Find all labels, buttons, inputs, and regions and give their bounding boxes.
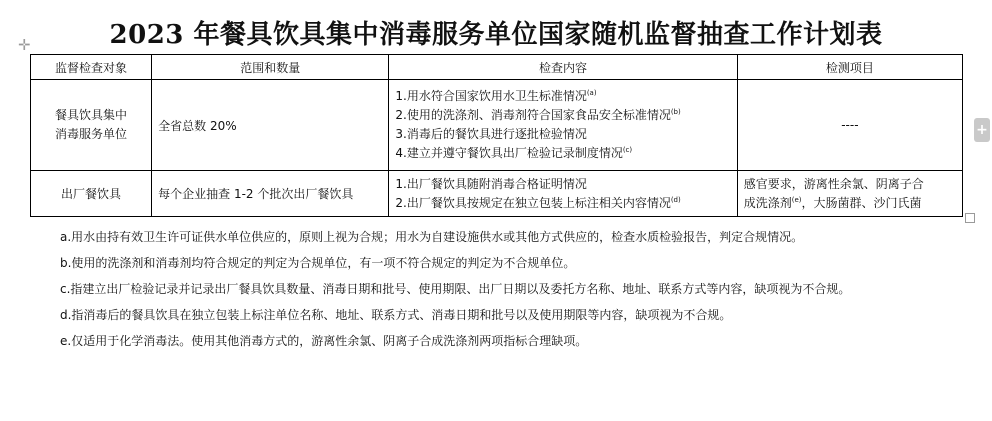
header-scope: 范围和数量 [152,55,389,80]
page-title: 2023 年餐具饮具集中消毒服务单位国家随机监督抽查工作计划表 [109,20,883,50]
resize-handle-icon[interactable] [965,213,975,223]
header-content: 检查内容 [389,55,737,80]
object-line: 消毒服务单位 [55,127,128,141]
header-items: 检测项目 [737,55,962,80]
footnote-d: d.指消毒后的餐具饮具在独立包装上标注单位名称、地址、联系方式、消毒日期和批号以及使用期限等内容，缺项视为不合规。 [60,308,732,322]
cell-object [31,80,152,171]
content-line: 1.用水符合国家饮用水卫生标准情况$^{(a)}$ [395,89,597,103]
table-row [31,171,963,217]
footnote-e: e.仅适用于化学消毒法。使用其他消毒方式的，游离性余氯、阴离子合成洗涤剂两项指标合理缺项。 [60,334,588,348]
object-line: 餐具饮具集中 [55,108,128,122]
footnote-b: b.使用的洗涤剂和消毒剂均符合规定的判定为合规单位，有一项不符合规定的判定为不合规单位。 [60,256,576,270]
move-handle-icon[interactable]: ✛ [18,36,31,54]
content-line: 1.出厂餐饮具随附消毒合格证明情况 [395,176,587,191]
content-line: 4.建立并遵守餐饮具出厂检验记录制度情况$^{(c)}$ [395,146,633,160]
cell-object: 出厂餐饮具 [31,171,152,217]
footnote-c: c.指建立出厂检验记录并记录出厂餐具饮具数量、消毒日期和批号、使用期限、出厂日期以及委托方名称、地址、联系方式等内容，缺项视为不合规。 [60,282,851,296]
table-row [31,80,963,171]
cell-content [389,80,737,171]
content-line: 2.出厂餐饮具按规定在独立包装上标注相关内容情况$^{(d)}$ [395,195,681,210]
footnotes [60,224,980,354]
cell-content [389,171,737,217]
footnote-a: a.用水由持有效卫生许可证供水单位供应的，原则上视为合规；用水为自建设施供水或其他方式供应的，检查水质检验报告，判定合规情况。 [60,230,804,244]
header-object: 监督检查对象 [31,55,152,80]
cell-scope: 全省总数 20% [152,80,389,171]
add-tab-icon[interactable]: + [974,118,990,142]
table-header-row [31,55,963,80]
content-line: 3.消毒后的餐饮具进行逐批检验情况 [395,127,587,141]
cell-items: 感官要求，游离性余氯、阴离子合 成洗涤剂$^{(e)}$，大肠菌群、沙门氏菌 [737,171,962,217]
content-line: 2.使用的洗涤剂、消毒剂符合国家食品安全标准情况$^{(b)}$ [395,108,681,122]
cell-scope: 每个企业抽查 1-2 个批次出厂餐饮具 [152,171,389,217]
plan-table [30,54,963,217]
cell-items: ---- [737,80,962,171]
